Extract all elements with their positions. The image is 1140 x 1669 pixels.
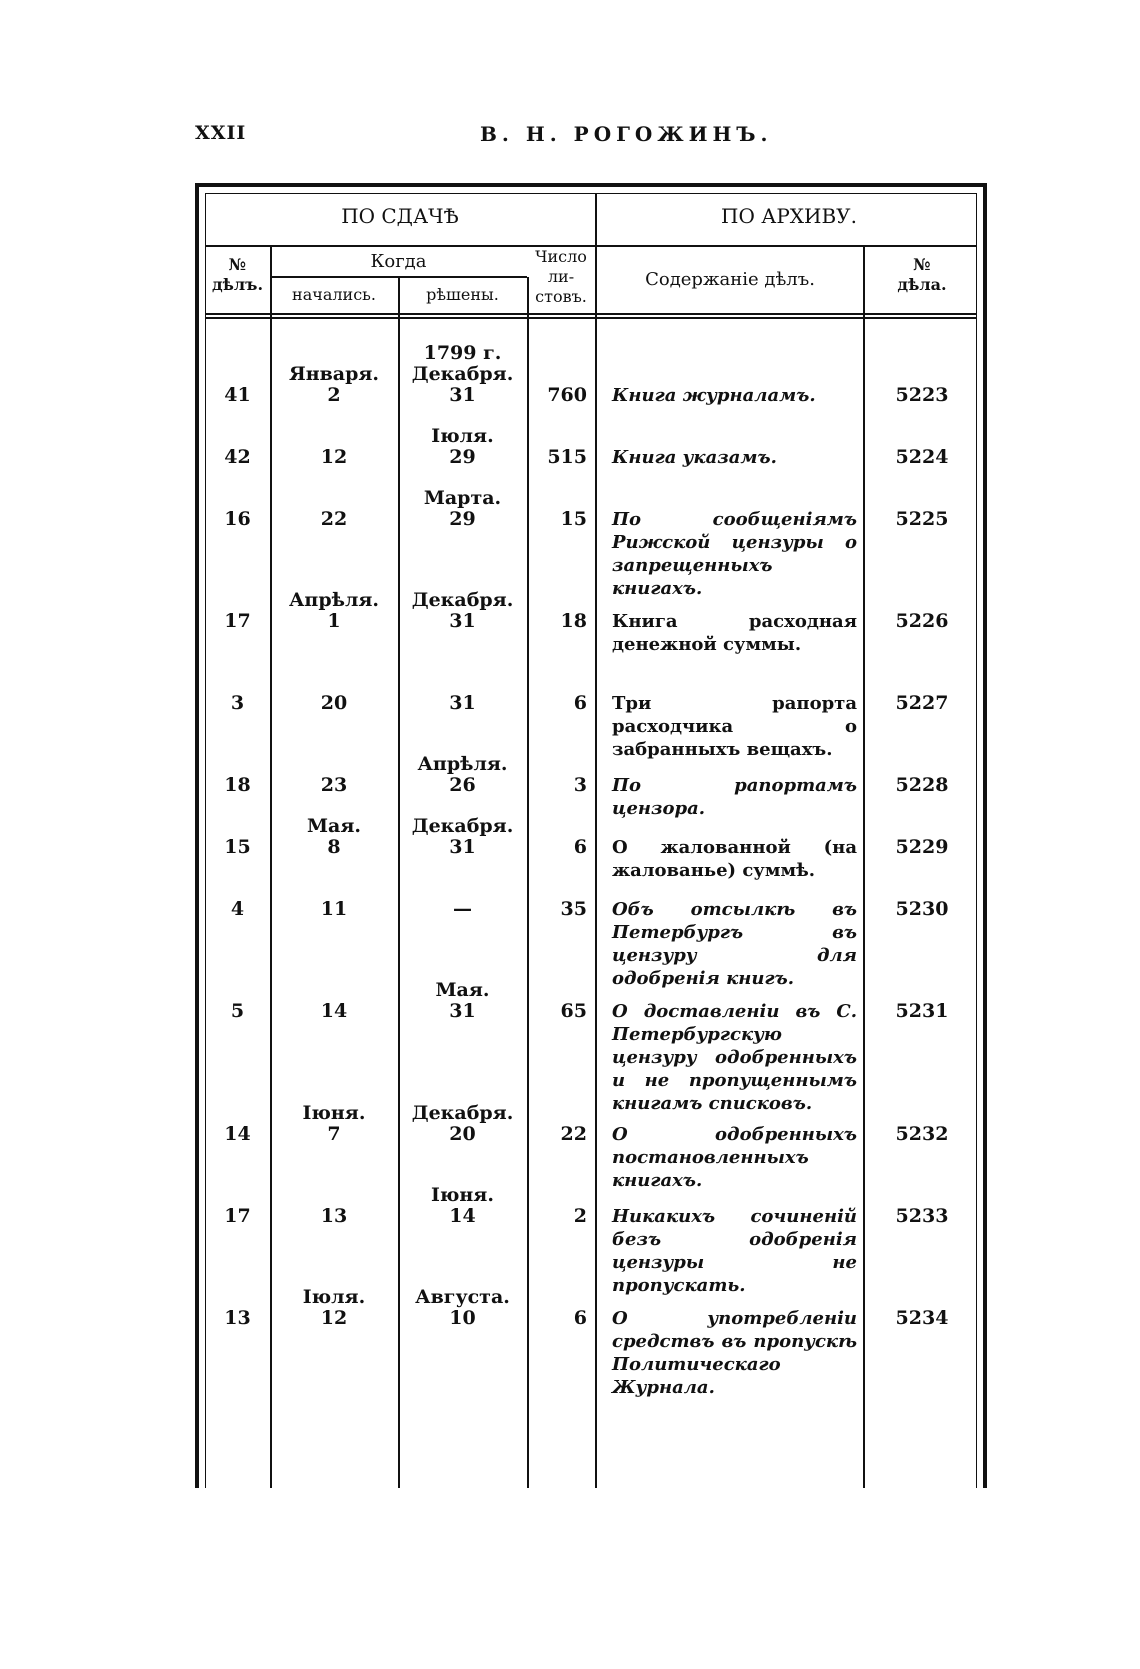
row-end-day: 29 <box>449 446 476 468</box>
row-end-month: Іюня. <box>431 1184 494 1206</box>
page-title: В. Н. РОГОЖИНЪ. <box>480 122 773 146</box>
col-header-archive-1: № <box>913 255 931 274</box>
row-start-day: 14 <box>320 1000 348 1022</box>
row-content: Книга указамъ. <box>612 447 777 468</box>
row-sheet-count: 18 <box>560 610 587 632</box>
row-end-day: 26 <box>449 774 476 796</box>
row-archive-number: 5227 <box>895 692 949 714</box>
row-sheet-count: 6 <box>573 1307 587 1329</box>
row-archive-number: 5233 <box>895 1205 949 1227</box>
col-header-sheets-1: Число <box>535 247 587 266</box>
row-content: Объ отсылкѣ въ Петербургъ въ цензуру для одобренія книгъ. <box>612 899 857 989</box>
row-archive-number: 5232 <box>895 1123 949 1145</box>
row-end-month: Декабря. <box>411 363 514 385</box>
row-content: По рапортамъ цензора. <box>612 775 857 819</box>
row-end-day: 31 <box>449 836 476 858</box>
row-end-day: 31 <box>449 1000 476 1022</box>
row-case-number: 18 <box>224 774 251 796</box>
col-header-archive-2: дѣла. <box>897 275 947 294</box>
row-start-day: 2 <box>327 384 341 406</box>
row-end-month: Марта. <box>423 487 502 509</box>
row-end-month: Мая. <box>435 979 490 1001</box>
row-start-day: 22 <box>320 508 348 530</box>
row-case-number: 16 <box>224 508 251 530</box>
row-start-day: 1 <box>327 610 341 632</box>
col-header-when: Когда <box>370 251 427 272</box>
row-sheet-count: 15 <box>560 508 587 530</box>
row-end-day: 14 <box>449 1205 476 1227</box>
row-start-day: 12 <box>320 446 348 468</box>
row-end-year: 1799 г. <box>423 342 502 364</box>
row-case-number: 5 <box>230 1000 245 1022</box>
row-sheet-count: 6 <box>573 836 587 858</box>
row-content: О одобренныхъ постановленныхъ книгахъ. <box>612 1124 857 1191</box>
row-sheet-count: 35 <box>560 898 587 920</box>
row-case-number: 15 <box>224 836 251 858</box>
archive-table <box>195 183 987 1488</box>
row-end-day: 31 <box>449 610 476 632</box>
row-sheet-count: 2 <box>573 1205 587 1227</box>
col-header-sheets-2: ли- <box>547 267 575 286</box>
row-content: По сообщеніямъ Рижской цензуры о запрещенныхъ книгахъ. <box>612 509 857 599</box>
row-archive-number: 5228 <box>895 774 949 796</box>
row-case-number: 3 <box>230 692 245 714</box>
row-archive-number: 5230 <box>895 898 949 920</box>
row-end-month: Августа. <box>415 1286 510 1308</box>
row-sheet-count: 6 <box>573 692 587 714</box>
row-case-number: 4 <box>230 898 245 920</box>
row-start-day: 13 <box>320 1205 348 1227</box>
row-end-month: Декабря. <box>411 1102 514 1124</box>
row-content: Три рапорта расходчика о забранныхъ вещахъ. <box>612 693 857 760</box>
col-header-num: № дѣлъ. <box>211 255 264 294</box>
col-header-started: начались. <box>292 285 376 304</box>
row-case-number: 41 <box>224 384 251 406</box>
row-case-number: 17 <box>224 610 251 632</box>
row-case-number: 14 <box>224 1123 251 1145</box>
row-sheet-count: 515 <box>547 446 587 468</box>
group-header-archive: ПО АРХИВУ. <box>721 204 857 228</box>
row-end-day: 31 <box>449 692 476 714</box>
row-start-day: 11 <box>320 898 348 920</box>
row-end-month: Іюля. <box>431 425 494 447</box>
col-header-sheets-3: стовъ. <box>535 287 587 306</box>
row-content: О доставленіи въ С. Петербургскую цензуру одобренныхъ и не пропущеннымъ книгамъ списковъ. <box>612 1001 857 1114</box>
row-archive-number: 5225 <box>895 508 949 530</box>
row-content: Никакихъ сочиненій безъ одобренія цензуры не пропускать. <box>612 1206 857 1296</box>
row-content: О употребленіи средствъ въ пропускѣ Политическаго Журнала. <box>612 1308 857 1398</box>
row-end-month: Декабря. <box>411 589 514 611</box>
row-start-day: 20 <box>320 692 348 714</box>
row-start-day: 23 <box>320 774 348 796</box>
row-end-day: — <box>453 898 472 920</box>
row-case-number: 13 <box>224 1307 251 1329</box>
row-start-month: Іюля. <box>302 1286 366 1308</box>
row-start-month: Мая. <box>307 815 361 837</box>
col-header-decided: рѣшены. <box>426 285 499 304</box>
row-start-month: Января. <box>288 363 380 385</box>
row-end-month: Декабря. <box>411 815 514 837</box>
row-sheet-count: 65 <box>560 1000 587 1022</box>
row-end-day: 20 <box>449 1123 476 1145</box>
row-content: Книга расходная денежной суммы. <box>612 611 857 655</box>
row-case-number: 17 <box>224 1205 251 1227</box>
row-start-day: 12 <box>320 1307 348 1329</box>
row-archive-number: 5223 <box>895 384 949 406</box>
row-end-month: Апрѣля. <box>417 753 508 775</box>
row-content: Книга журналамъ. <box>612 385 816 406</box>
page-number: XXII <box>195 122 247 144</box>
row-archive-number: 5226 <box>895 610 949 632</box>
row-sheet-count: 760 <box>547 384 587 406</box>
row-start-month: Апрѣля. <box>288 589 380 611</box>
row-archive-number: 5229 <box>895 836 949 858</box>
row-content: О жалованной (на жалованье) суммѣ. <box>612 837 857 881</box>
row-archive-number: 5234 <box>895 1307 949 1329</box>
row-sheet-count: 3 <box>573 774 587 796</box>
row-sheet-count: 22 <box>560 1123 587 1145</box>
row-start-day: 7 <box>327 1123 341 1145</box>
group-header-delivery: ПО СДАЧѢ <box>341 204 459 228</box>
row-end-day: 10 <box>449 1307 476 1329</box>
row-start-day: 8 <box>327 836 341 858</box>
row-case-number: 42 <box>224 446 251 468</box>
running-head <box>195 122 995 152</box>
row-start-month: Іюня. <box>302 1102 366 1124</box>
row-archive-number: 5231 <box>895 1000 949 1022</box>
row-end-day: 31 <box>449 384 476 406</box>
row-archive-number: 5224 <box>895 446 949 468</box>
col-header-content: Содержаніе дѣлъ. <box>645 269 815 290</box>
row-end-day: 29 <box>449 508 476 530</box>
